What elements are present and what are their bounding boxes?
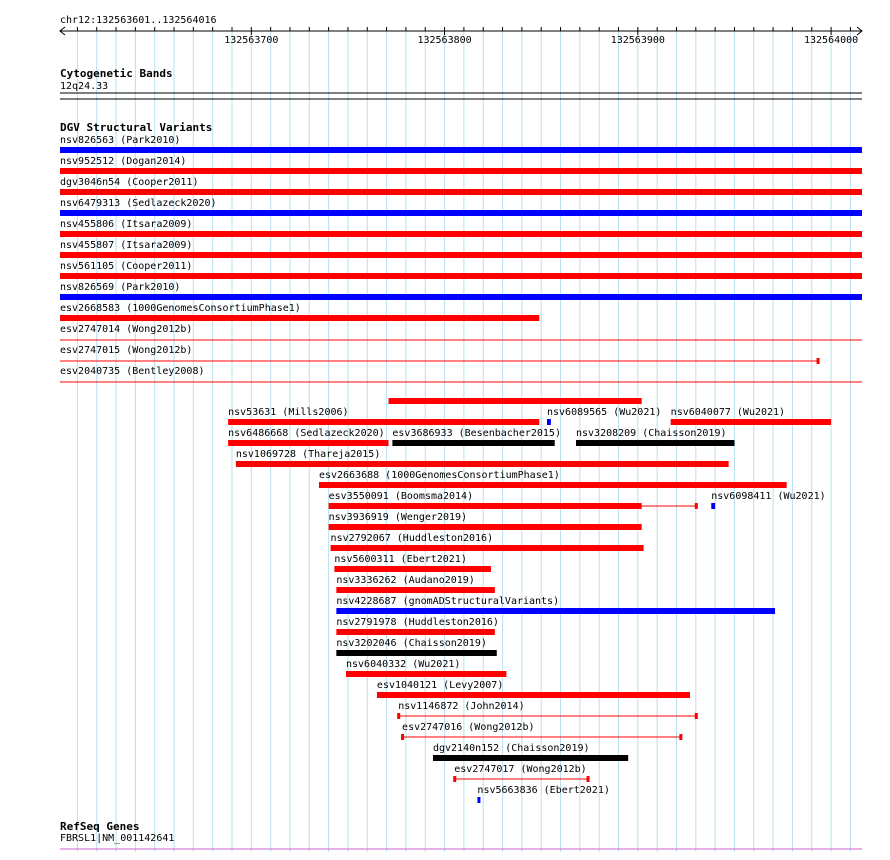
dgv-feature-bar[interactable] bbox=[336, 587, 494, 593]
dgv-feature-label: nsv53631 (Mills2006) bbox=[228, 407, 349, 418]
dgv-feature-label: esv2747015 (Wong2012b) bbox=[60, 345, 193, 356]
dgv-feature-bar[interactable] bbox=[346, 671, 506, 677]
dgv-feature-label: esv2040735 (Bentley2008) bbox=[60, 366, 205, 377]
dgv-feature-bar[interactable] bbox=[60, 273, 862, 279]
dgv-feature-bar[interactable] bbox=[336, 629, 494, 635]
dgv-feature-bar[interactable] bbox=[331, 545, 644, 551]
dgv-feature-label: nsv3208209 (Chaisson2019) bbox=[575, 428, 727, 439]
dgv-feature-label: nsv455806 (Itsara2009) bbox=[60, 219, 193, 230]
ruler-tick-label: 132563900 bbox=[610, 35, 665, 46]
dgv-feature-bar[interactable] bbox=[711, 503, 715, 509]
ruler-tick-label: 132563700 bbox=[224, 35, 279, 46]
dgv-feature-label: nsv2791978 (Huddleston2016) bbox=[336, 617, 499, 628]
dgv-feature-bar[interactable] bbox=[228, 419, 539, 425]
cytoband-label: 12q24.33 bbox=[60, 81, 109, 92]
dgv-feature-label: nsv5663836 (Ebert2021) bbox=[477, 785, 610, 796]
dgv-feature-end-cap bbox=[679, 734, 682, 740]
dgv-feature-label: nsv1146872 (John2014) bbox=[398, 701, 525, 712]
dgv-feature-label: esv2747014 (Wong2012b) bbox=[60, 324, 193, 335]
dgv-feature-end-cap bbox=[695, 503, 698, 509]
dgv-feature-end-cap bbox=[453, 776, 456, 782]
dgv-feature-label: nsv6089565 (Wu2021) bbox=[546, 407, 662, 418]
dgv-feature-end-cap bbox=[817, 358, 820, 364]
dgv-feature-label: nsv826563 (Park2010) bbox=[60, 135, 181, 146]
dgv-feature-label: dgv2140n152 (Chaisson2019) bbox=[432, 743, 590, 754]
dgv-feature-bar[interactable] bbox=[671, 419, 831, 425]
refseq-track-title[interactable]: RefSeq Genes bbox=[60, 820, 140, 833]
dgv-feature-label: nsv2792067 (Huddleston2016) bbox=[330, 533, 494, 544]
dgv-feature-label: nsv6486668 (Sedlazeck2020) bbox=[228, 428, 385, 439]
dgv-feature-bar[interactable] bbox=[336, 608, 775, 614]
dgv-feature-label: nsv561105 (Cooper2011) bbox=[60, 261, 193, 272]
region-label: chr12:132563601..132564016 bbox=[60, 15, 217, 26]
dgv-feature-bar[interactable] bbox=[60, 168, 862, 174]
dgv-feature-label: nsv952512 (Dogan2014) bbox=[60, 156, 187, 167]
dgv-feature-label: esv3550091 (Boomsma2014) bbox=[328, 491, 474, 502]
dgv-feature-bar[interactable] bbox=[329, 503, 642, 509]
dgv-feature-bar[interactable] bbox=[60, 147, 862, 153]
dgv-feature-bar[interactable] bbox=[60, 252, 862, 258]
dgv-feature-label: esv1040121 (Levy2007) bbox=[376, 680, 504, 691]
dgv-feature-bar[interactable] bbox=[547, 419, 551, 425]
ruler-tick-label: 132563800 bbox=[417, 35, 472, 46]
dgv-feature-label: nsv455807 (Itsara2009) bbox=[60, 240, 193, 251]
dgv-feature-label: nsv4228687 (gnomADStructuralVariants) bbox=[336, 596, 560, 607]
dgv-feature-bar[interactable] bbox=[389, 398, 642, 404]
dgv-feature-bar[interactable] bbox=[433, 755, 628, 761]
refseq-gene-label[interactable]: FBRSL1|NM_001142641 bbox=[60, 833, 175, 844]
dgv-feature-label: nsv3936919 (Wenger2019) bbox=[328, 512, 468, 523]
dgv-feature-bar[interactable] bbox=[329, 524, 642, 530]
dgv-feature-bar[interactable] bbox=[319, 482, 787, 488]
dgv-feature-bar[interactable] bbox=[228, 440, 388, 446]
dgv-feature-bar[interactable] bbox=[334, 566, 491, 572]
dgv-feature-end-cap bbox=[401, 734, 404, 740]
dgv-feature-label: nsv6040077 (Wu2021) bbox=[670, 407, 786, 418]
dgv-feature-bar[interactable] bbox=[336, 650, 496, 656]
dgv-feature-bar[interactable] bbox=[60, 210, 862, 216]
dgv-feature-label: nsv5600311 (Ebert2021) bbox=[334, 554, 467, 565]
dgv-feature-label: esv2663688 (1000GenomesConsortiumPhase1) bbox=[318, 470, 560, 481]
dgv-feature-bar[interactable] bbox=[60, 294, 862, 300]
dgv-feature-label: nsv6479313 (Sedlazeck2020) bbox=[60, 198, 217, 209]
dgv-feature-end-cap bbox=[587, 776, 590, 782]
dgv-feature-end-cap bbox=[695, 713, 698, 719]
dgv-feature-bar[interactable] bbox=[236, 461, 729, 467]
dgv-feature-bar[interactable] bbox=[60, 189, 862, 195]
dgv-feature-label: nsv3336262 (Audano2019) bbox=[336, 575, 475, 586]
ruler-tick-label: 132564000 bbox=[803, 35, 859, 46]
dgv-track-title[interactable]: DGV Structural Variants bbox=[60, 121, 213, 134]
dgv-feature-label: dgv3046n54 (Cooper2011) bbox=[60, 177, 199, 188]
dgv-feature-label: nsv3202046 (Chaisson2019) bbox=[336, 638, 487, 649]
dgv-feature-label: nsv6040332 (Wu2021) bbox=[346, 659, 461, 670]
dgv-feature-bar[interactable] bbox=[392, 440, 554, 446]
dgv-feature-bar[interactable] bbox=[377, 692, 690, 698]
dgv-feature-label: esv2747017 (Wong2012b) bbox=[454, 764, 587, 775]
dgv-feature-label: nsv6098411 (Wu2021) bbox=[711, 491, 826, 502]
dgv-feature-end-cap bbox=[397, 713, 400, 719]
cytoband-track-title[interactable]: Cytogenetic Bands bbox=[60, 67, 173, 80]
dgv-feature-bar[interactable] bbox=[477, 797, 480, 803]
dgv-feature-label: nsv1069728 (Thareja2015) bbox=[235, 449, 381, 460]
dgv-feature-bar[interactable] bbox=[60, 315, 539, 321]
dgv-feature-label: esv2668583 (1000GenomesConsortiumPhase1) bbox=[60, 303, 301, 314]
dgv-feature-label: esv2747016 (Wong2012b) bbox=[402, 722, 535, 733]
dgv-feature-label: esv3686933 (Besenbacher2015) bbox=[392, 428, 561, 439]
dgv-feature-bar[interactable] bbox=[576, 440, 734, 446]
dgv-feature-label: nsv826569 (Park2010) bbox=[60, 282, 181, 293]
dgv-feature-bar[interactable] bbox=[60, 231, 862, 237]
